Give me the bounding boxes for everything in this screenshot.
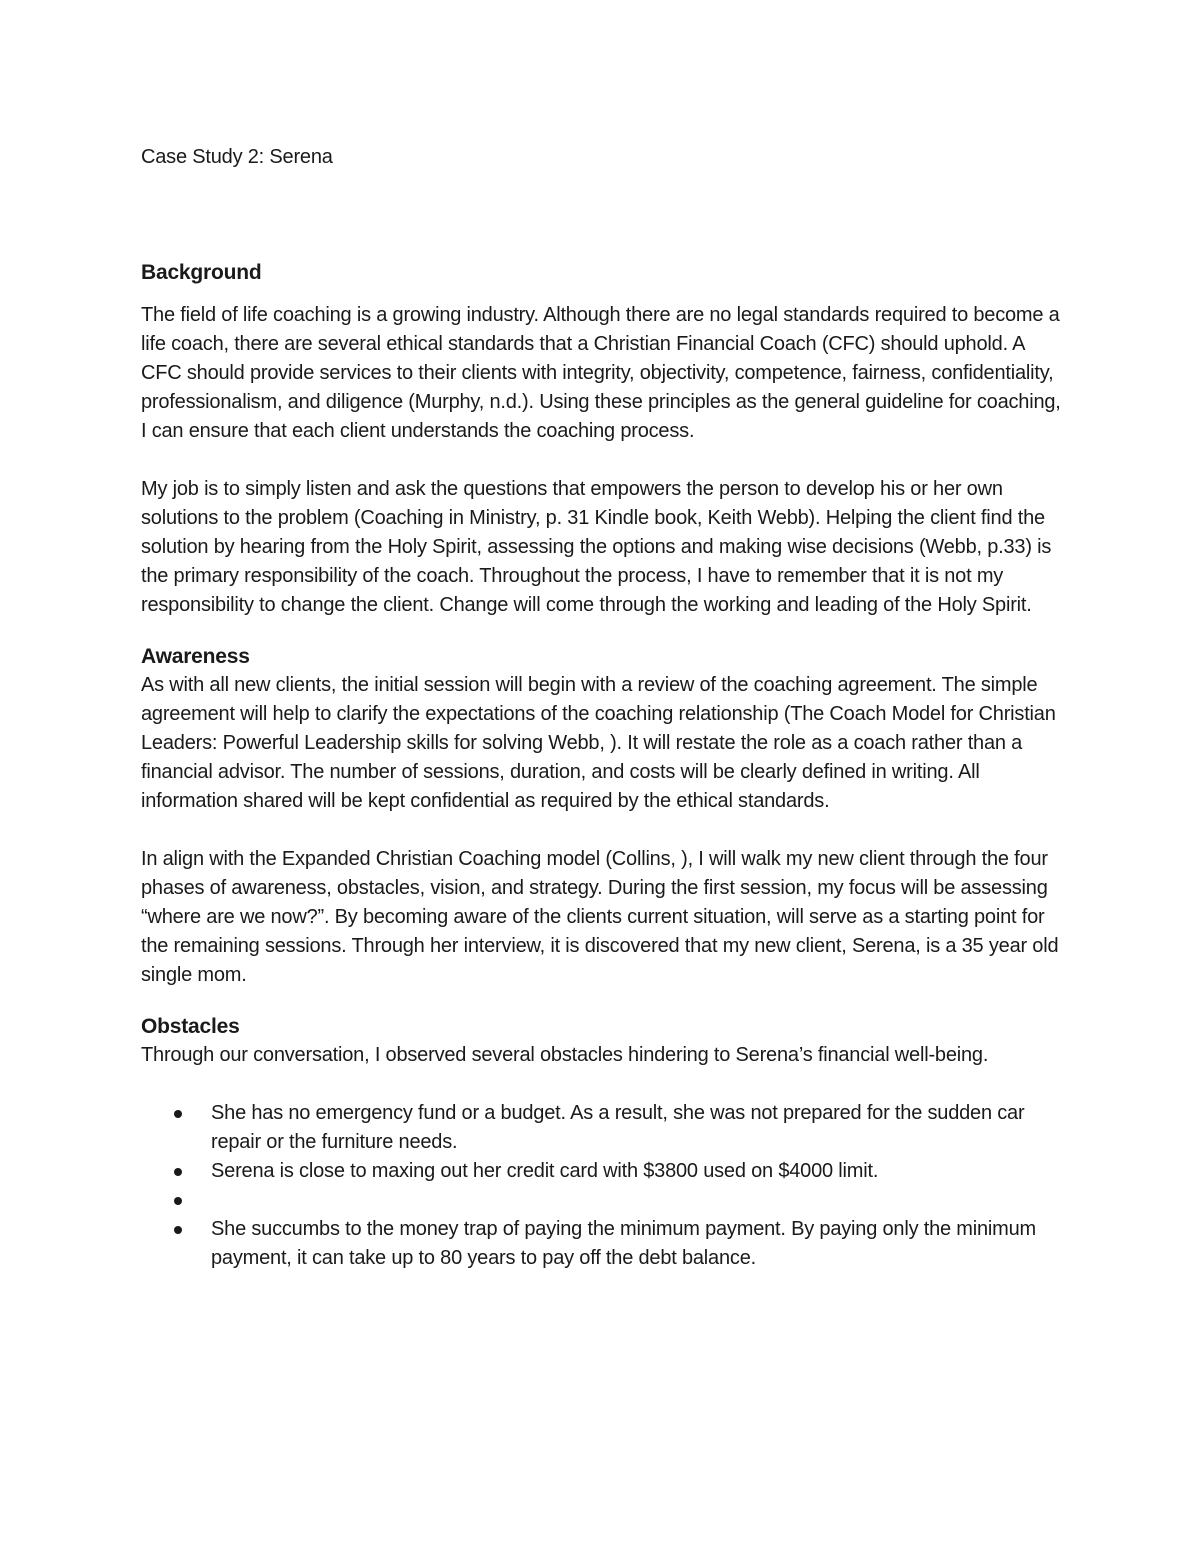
list-item-text: She succumbs to the money trap of paying the minimum payment. By paying only the minimum payment, it can take up to 80 years to pay off the debt balance. [211, 1218, 1037, 1269]
awareness-paragraph-2: In align with the Expanded Christian Coaching model (Collins, ), I will walk my new client through the four phases of awareness, obstacles, vision, and strategy. During the first session, my focus will be assessing “where are we now?”. By becoming aware of the clients current situation, will serve as a starting point for the remaining sessions. Through her interview, it is discovered that my new client, Serena, is a 35 year old single mom. [141, 848, 1059, 986]
bullet-icon [174, 1110, 182, 1118]
bullet-icon [174, 1168, 182, 1176]
obstacles-intro: Through our conversation, I observed several obstacles hindering to Serena’s financial well-being. [141, 1044, 989, 1066]
list-item-text: Serena is close to maxing out her credit card with $3800 used on $4000 limit. [211, 1160, 879, 1182]
list-item [141, 1157, 1061, 1186]
section-heading-awareness: Awareness [141, 645, 250, 668]
section-heading-obstacles: Obstacles [141, 1015, 240, 1038]
obstacles-bullet-list [141, 1099, 1061, 1273]
section-heading-background: Background [141, 261, 262, 284]
list-item [141, 1215, 1061, 1273]
list-item [141, 1186, 1061, 1215]
list-item-text: She has no emergency fund or a budget. As a result, she was not prepared for the sudden car repair or the furniture needs. [211, 1102, 1025, 1153]
background-paragraph-1: The field of life coaching is a growing industry. Although there are no legal standards required to become a life coach, there are several ethical standards that a Christian Financial Coach (CFC) should uphold. A CFC should provide services to their clients with integrity, objectivity, competence, fairness, confidentiality, professionalism, and diligence (Murphy, n.d.). Using these principles as the general guideline for coaching, I can ensure that each client understands the coaching process. [141, 304, 1061, 442]
document-body [141, 143, 1061, 1273]
awareness-paragraph-1: As with all new clients, the initial session will begin with a review of the coaching agreement. The simple agreement will help to clarify the expectations of the coaching relationship (The Coach Model for Christian Leaders: Powerful Leadership skills for solving Webb, ). It will restate the role as a coach rather than a financial advisor. The number of sessions, duration, and costs will be clearly defined in writing. All information shared will be kept confidential as required by the ethical standards. [141, 674, 1056, 812]
background-paragraph-2: My job is to simply listen and ask the questions that empowers the person to develop his or her own solutions to the problem (Coaching in Ministry, p. 31 Kindle book, Keith Webb). Helping the client find the solution by hearing from the Holy Spirit, assessing the options and making wise decisions (Webb, p.33) is the primary responsibility of the coach. Throughout the process, I have to remember that it is not my responsibility to change the client. Change will come through the working and leading of the Holy Spirit. [141, 478, 1052, 616]
list-item [141, 1099, 1061, 1157]
bullet-icon [174, 1197, 182, 1205]
bullet-icon [174, 1226, 182, 1234]
document-title: Case Study 2: Serena [141, 146, 333, 168]
